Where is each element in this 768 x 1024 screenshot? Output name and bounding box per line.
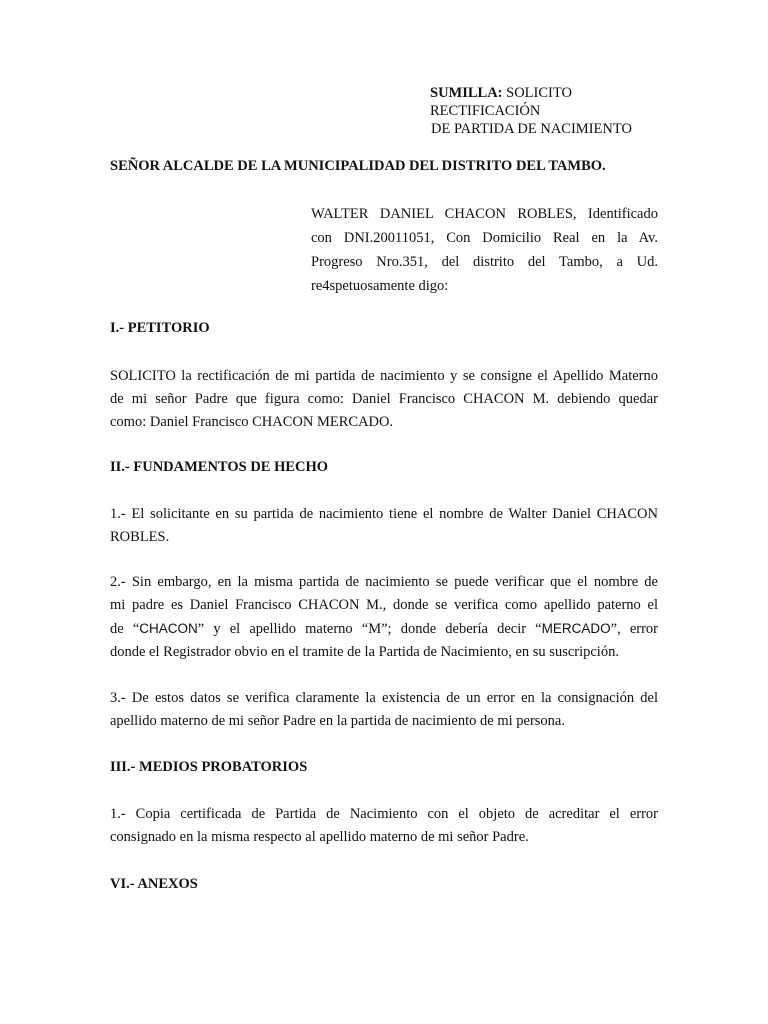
sumilla-label: SUMILLA: xyxy=(430,85,503,101)
medios-paragraph-1 xyxy=(110,803,658,849)
paragraph-line: consignado en la misma respecto al apellido materno de mi señor Padre. xyxy=(110,829,529,845)
paragraph-line: 2.- Sin embargo, en la misma partida de nacimiento se puede verificar que el nombre de xyxy=(110,574,658,590)
fundamentos-paragraph-2 xyxy=(110,571,658,664)
intro-line: con DNI.20011051, Con Domicilio Real en la Av. xyxy=(311,230,658,246)
text-segment: de “ xyxy=(110,621,140,637)
addressee-heading: SEÑOR ALCALDE DE LA MUNICIPALIDAD DEL DISTRITO DEL TAMBO. xyxy=(110,158,606,174)
section-heading-anexos: VI.- ANEXOS xyxy=(110,876,198,892)
paragraph-line: 1.- Copia certificada de Partida de Nacimiento con el objeto de acreditar el error xyxy=(110,806,658,822)
paragraph-line: SOLICITO la rectificación de mi partida de nacimiento y se consigne el Apellido Materno xyxy=(110,368,658,384)
paragraph-line: de mi señor Padre que figura como: Daniel Francisco CHACON M. debiendo quedar xyxy=(110,391,658,407)
fundamentos-paragraph-1 xyxy=(110,503,658,549)
paragraph-line: donde el Registrador obvio en el tramite de la Partida de Nacimiento, en su suscripción. xyxy=(110,644,619,660)
text-segment: ”, error xyxy=(610,621,659,637)
paragraph-line: apellido materno de mi señor Padre en la partida de nacimiento de mi persona. xyxy=(110,713,565,729)
sumilla-text-1: SOLICITO xyxy=(506,85,572,101)
surname-chacon: CHACON xyxy=(139,621,198,636)
sumilla-line-3: DE PARTIDA DE NACIMIENTO xyxy=(431,121,632,137)
section-heading-fundamentos: II.- FUNDAMENTOS DE HECHO xyxy=(110,459,329,475)
paragraph-line-mixed xyxy=(110,617,658,641)
paragraph-line: mi padre es Daniel Francisco CHACON M., donde se verifica como apellido paterno el xyxy=(110,597,658,613)
paragraph-line: ROBLES. xyxy=(110,529,170,545)
sumilla-block xyxy=(430,84,632,138)
surname-mercado: MERCADO xyxy=(541,621,611,636)
text-segment: ” y el apellido materno “M”; donde debería decir “ xyxy=(197,621,542,637)
section-heading-petitorio: I.- PETITORIO xyxy=(110,320,210,336)
paragraph-line: 1.- El solicitante en su partida de nacimiento tiene el nombre de Walter Daniel CHACON xyxy=(110,506,658,522)
intro-paragraph xyxy=(311,202,658,298)
paragraph-line: como: Daniel Francisco CHACON MERCADO. xyxy=(110,414,394,430)
fundamentos-paragraph-3 xyxy=(110,687,658,733)
intro-line: WALTER DANIEL CHACON ROBLES, Identificado xyxy=(311,206,658,222)
section-heading-medios: III.- MEDIOS PROBATORIOS xyxy=(110,759,308,775)
sumilla-line-1 xyxy=(430,84,632,102)
sumilla-line-2: RECTIFICACIÓN xyxy=(430,103,541,119)
intro-line: re4spetuosamente digo: xyxy=(311,278,449,294)
petitorio-paragraph xyxy=(110,365,658,434)
paragraph-line: 3.- De estos datos se verifica claramente la existencia de un error en la consignación del xyxy=(110,690,658,706)
intro-line: Progreso Nro.351, del distrito del Tambo, a Ud. xyxy=(311,254,658,270)
